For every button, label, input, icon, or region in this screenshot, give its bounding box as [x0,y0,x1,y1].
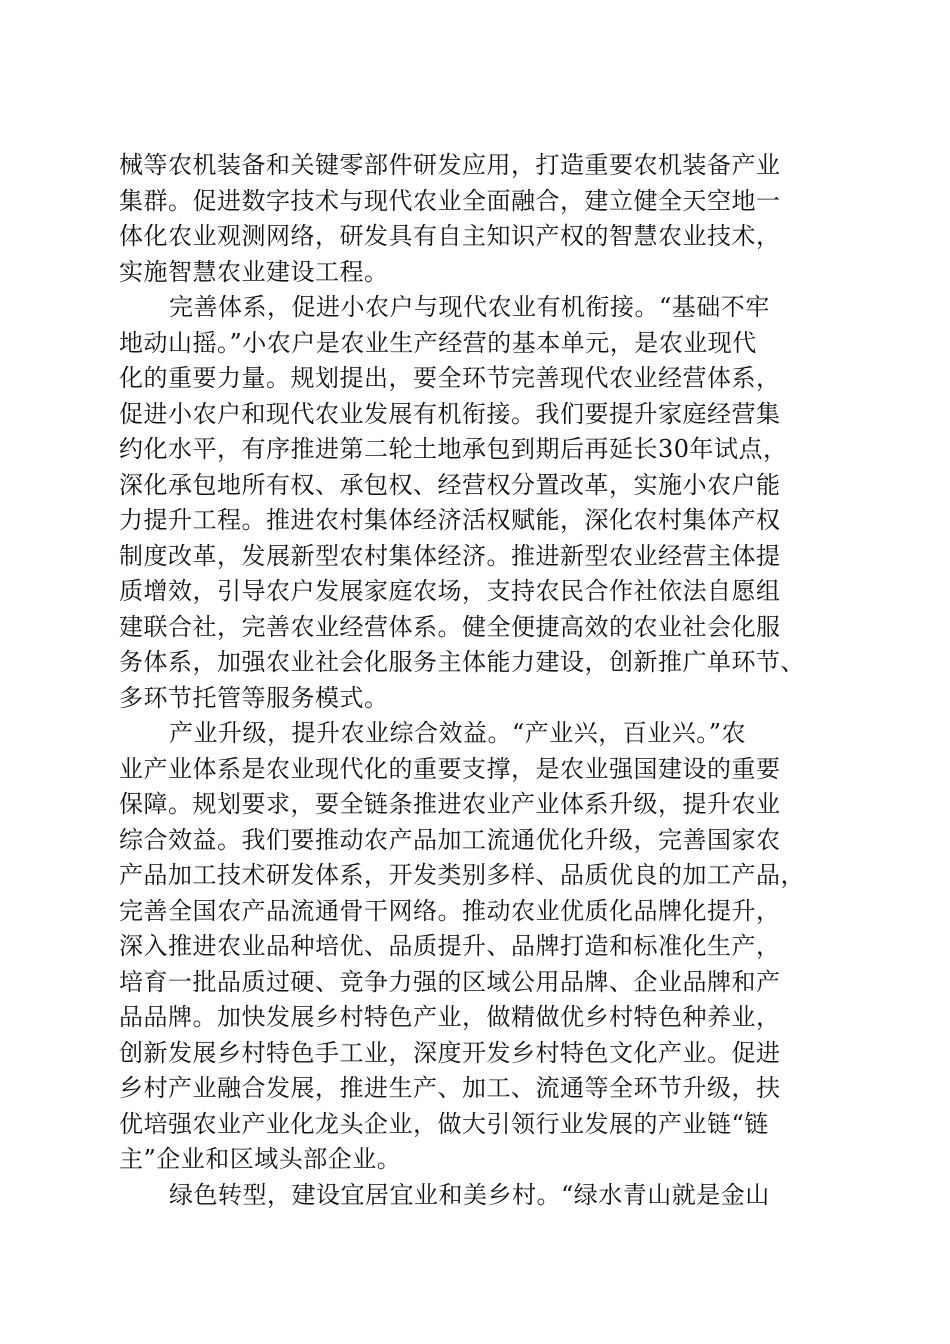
text-line: 约化水平，有序推进第二轮土地承包到期后再延长30年试点， [119,435,788,463]
text-line: 保障。规划要求，要全链条推进农业产业体系升级，提升农业 [119,790,781,818]
text-line: 实施智慧农业建设工程。 [119,257,389,286]
paragraph-start-line: 完善体系，促进小农户与现代农业有机衔接。“基础不牢 [169,293,770,321]
text-line: 化的重要力量。规划提出，要全环节完善现代农业经营体系， [119,364,781,392]
paragraph-start-line: 绿色转型，建设宜居宜业和美乡村。“绿水青山就是金山 [169,1180,770,1209]
text-line: 械等农机装备和关键零部件研发应用，打造重要农机装备产业 [119,151,781,179]
text-line: 完善全国农产品流通骨干网络。推动农业优质化品牌化提升， [119,896,781,925]
text-line: 深化承包地所有权、承包权、经营权分置改革，实施小农户能 [119,470,781,499]
text-line: 创新发展乡村特色手工业，深度开发乡村特色文化产业。促进 [119,1038,781,1067]
text-line: 主”企业和区域头部企业。 [119,1145,402,1173]
text-line: 务体系，加强农业社会化服务主体能力建设，创新推广单环节、 [119,648,805,676]
text-line: 地动山摇。”小农户是农业生产经营的基本单元，是农业现代 [119,328,757,357]
text-line: 体化农业观测网络，研发具有自主知识产权的智慧农业技术， [119,222,781,250]
text-line: 建联合社，完善农业经营体系。健全便捷高效的农业社会化服 [119,612,781,641]
text-line: 综合效益。我们要推动农产品加工流通优化升级，完善国家农 [119,825,781,854]
text-line: 优培强农业产业化龙头企业，做大引领行业发展的产业链“链 [119,1109,769,1138]
text-line: 质增效，引导农户发展家庭农场，支持农民合作社依法自愿组 [119,577,781,605]
paragraph-start-line: 产业升级，提升农业综合效益。“产业兴，百业兴。”农 [169,719,747,747]
text-line: 力提升工程。推进农村集体经济活权赋能，深化农村集体产权 [119,506,781,534]
document-body [119,148,839,1213]
text-line: 促进小农户和现代农业发展有机衔接。我们要提升家庭经营集 [119,399,781,428]
text-line: 多环节托管等服务模式。 [119,683,389,712]
text-line: 产品加工技术研发体系，开发类别多样、品质优良的加工产品， [119,861,805,889]
text-line: 制度改革，发展新型农村集体经济。推进新型农业经营主体提 [119,541,781,570]
text-line: 培育一批品质过硬、竞争力强的区域公用品牌、企业品牌和产 [119,967,781,996]
text-line: 业产业体系是农业现代化的重要支撑，是农业强国建设的重要 [119,754,781,783]
text-line: 乡村产业融合发展，推进生产、加工、流通等全环节升级，扶 [119,1074,781,1102]
text-line: 品品牌。加快发展乡村特色产业，做精做优乡村特色种养业， [119,1003,781,1031]
text-line: 集群。促进数字技术与现代农业全面融合，建立健全天空地一 [119,186,781,215]
text-line: 深入推进农业品种培优、品质提升、品牌打造和标准化生产， [119,932,781,960]
